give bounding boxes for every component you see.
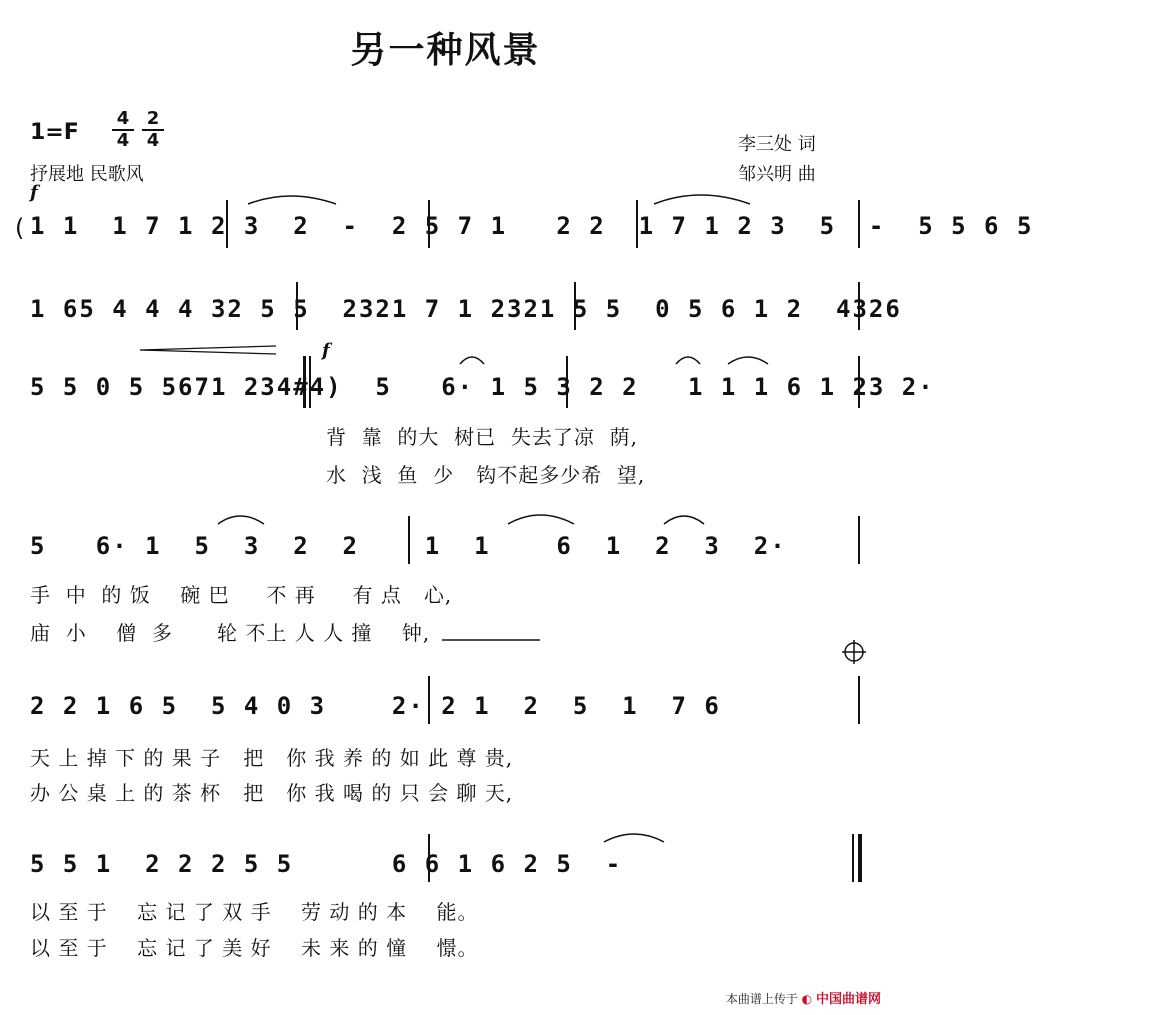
lyric-line: 庙 小 僧 多 轮 不上 人 人 撞 钟, — [30, 621, 431, 645]
slur — [728, 357, 768, 364]
lyric-line: 手 中 的 饭 碗 巴 不 再 有 点 心, — [30, 583, 453, 607]
key-signature: 1=F — [30, 120, 79, 145]
notation-row-5: 2 2 1 6 5 5 4 0 3 2· 2 1 2 5 1 7 6 — [30, 692, 721, 720]
notation-row-4: 5 6· 1 5 3 2 2 1 1 6 1 2 3 2· — [30, 532, 787, 560]
notation-row-6: 5 5 1 2 2 2 5 5 6 6 1 6 2 5 - — [30, 850, 623, 878]
lyricist-credit: 李三处 词 — [738, 134, 816, 155]
slur — [508, 515, 574, 524]
dynamic-mark: f — [30, 182, 38, 203]
crosshair-icon — [842, 640, 866, 664]
lyric-line: 天 上 掉 下 的 果 子 把 你 我 养 的 如 此 尊 贵, — [30, 746, 514, 770]
fermata — [676, 357, 700, 364]
footer-prefix: 本曲谱上传于 — [725, 992, 798, 1006]
footer-credit — [726, 988, 881, 1007]
composer-credit: 邹兴明 曲 — [738, 164, 816, 185]
site-logo-icon: ◐ — [801, 992, 813, 1006]
lyric-line: 背 靠 的大 树已 失去了凉 荫, — [326, 425, 638, 449]
time-signature-2-4: 2 4 — [142, 110, 164, 150]
crescendo-mark — [140, 346, 276, 354]
notation-row-1: 1 1 1 7 1 2 3 2 - 2 5 7 1 2 2 1 7 1 2 3 5 - 5 5 6 5 — [30, 212, 1034, 240]
song-title: 另一种风景 — [350, 30, 541, 71]
lyric-line: 水 浅 鱼 少 钩不起多少希 望, — [326, 463, 646, 487]
time-signature-4-4: 4 4 — [112, 110, 134, 150]
slur — [654, 195, 750, 204]
lyric-line: 办 公 桌 上 的 茶 杯 把 你 我 喝 的 只 会 聊 天, — [30, 781, 514, 805]
slur — [248, 196, 336, 204]
dynamic-mark: f — [322, 340, 330, 361]
slur — [604, 834, 664, 842]
site-brand[interactable]: 中国曲谱网 — [815, 992, 881, 1007]
slur — [218, 516, 264, 524]
notation-row-3: 5 5 0 5 5671 234#4) 5 6· 1 5 3 2 2 1 1 1 6 1 23 2· — [30, 373, 935, 401]
notation-row-2: 1 65 4 4 4 32 5 5 2321 7 1 2321 5 5 0 5 6 1 2 4326 — [30, 295, 902, 323]
tempo-style: 抒展地 民歌风 — [30, 164, 144, 185]
intro-paren: ( — [12, 214, 29, 242]
lyric-line: 以 至 于 忘 记 了 美 好 未 来 的 憧 憬。 — [30, 936, 479, 960]
fermata — [460, 357, 484, 364]
slur — [664, 516, 704, 524]
lyric-line: 以 至 于 忘 记 了 双 手 劳 动 的 本 能。 — [30, 900, 479, 924]
